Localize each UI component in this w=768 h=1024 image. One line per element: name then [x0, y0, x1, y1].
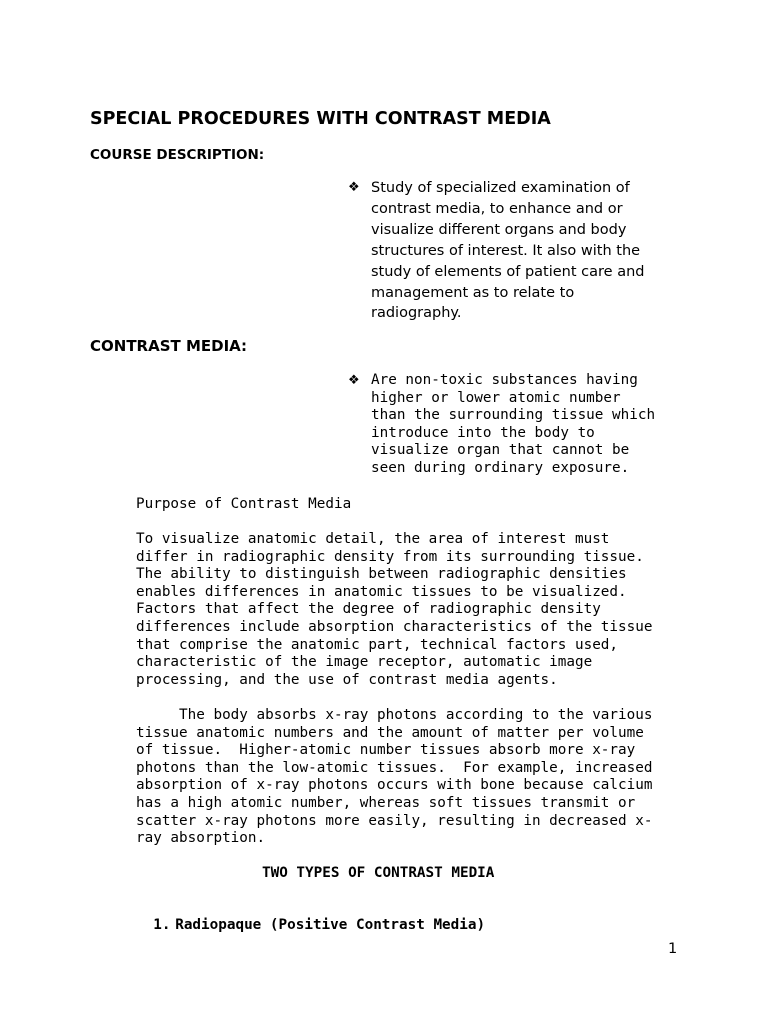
- contrast-types-heading: TWO TYPES OF CONTRAST MEDIA: [262, 865, 495, 881]
- course-description-text: Study of specialized examination of contrast media, to enhance and or visualize different organs and body structures of interest. It also with the study of elements of patient care and management as to relate to radiography.: [371, 180, 645, 322]
- contrast-media-label: CONTRAST MEDIA:: [90, 337, 248, 355]
- purpose-paragraph-2: The body absorbs x-ray photons according to the various tissue anatomic numbers and the amount of matter per volume of tissue. Higher-atomic number tissues absorb more x-ray photons than the low-atomic tissues. For example, increased absorption of x-ray photons occurs with bone because calcium has a high atomic number, whereas soft tissues transmit or scatter x-ray photons more easily, resulting in decreased x- ray absorption.: [136, 707, 653, 847]
- list-item-number: 1.: [153, 916, 171, 933]
- contrast-media-bullet: [348, 372, 678, 478]
- contrast-type-list-item: [136, 899, 485, 934]
- purpose-paragraph-1: To visualize anatomic detail, the area of interest must differ in radiographic density from its surrounding tissue. The ability to distinguish between radiographic densities enables differences in anatomic tissues to be visualized. Factors that affect the degree of radiographic density differences include absorption characteristics of the tissue that comprise the anatomic part, technical factors used, characteristic of the image receptor, automatic image processing, and the use of contrast media agents.: [136, 531, 653, 688]
- contrast-media-text: Are non-toxic substances having higher or lower atomic number than the surrounding tissue which introduce into the body to visualize organ that cannot be seen during ordinary exposure.: [371, 372, 656, 476]
- course-description-label: COURSE DESCRIPTION:: [90, 147, 265, 163]
- course-description-bullet: [348, 178, 678, 324]
- diamond-bullet-icon: ❖: [348, 180, 360, 195]
- list-item-label: Radiopaque (Positive Contrast Media): [175, 916, 486, 933]
- diamond-bullet-icon: ❖: [348, 373, 360, 388]
- page-number: 1: [668, 941, 678, 957]
- purpose-heading: Purpose of Contrast Media: [136, 496, 352, 512]
- document-title: SPECIAL PROCEDURES WITH CONTRAST MEDIA: [90, 109, 551, 129]
